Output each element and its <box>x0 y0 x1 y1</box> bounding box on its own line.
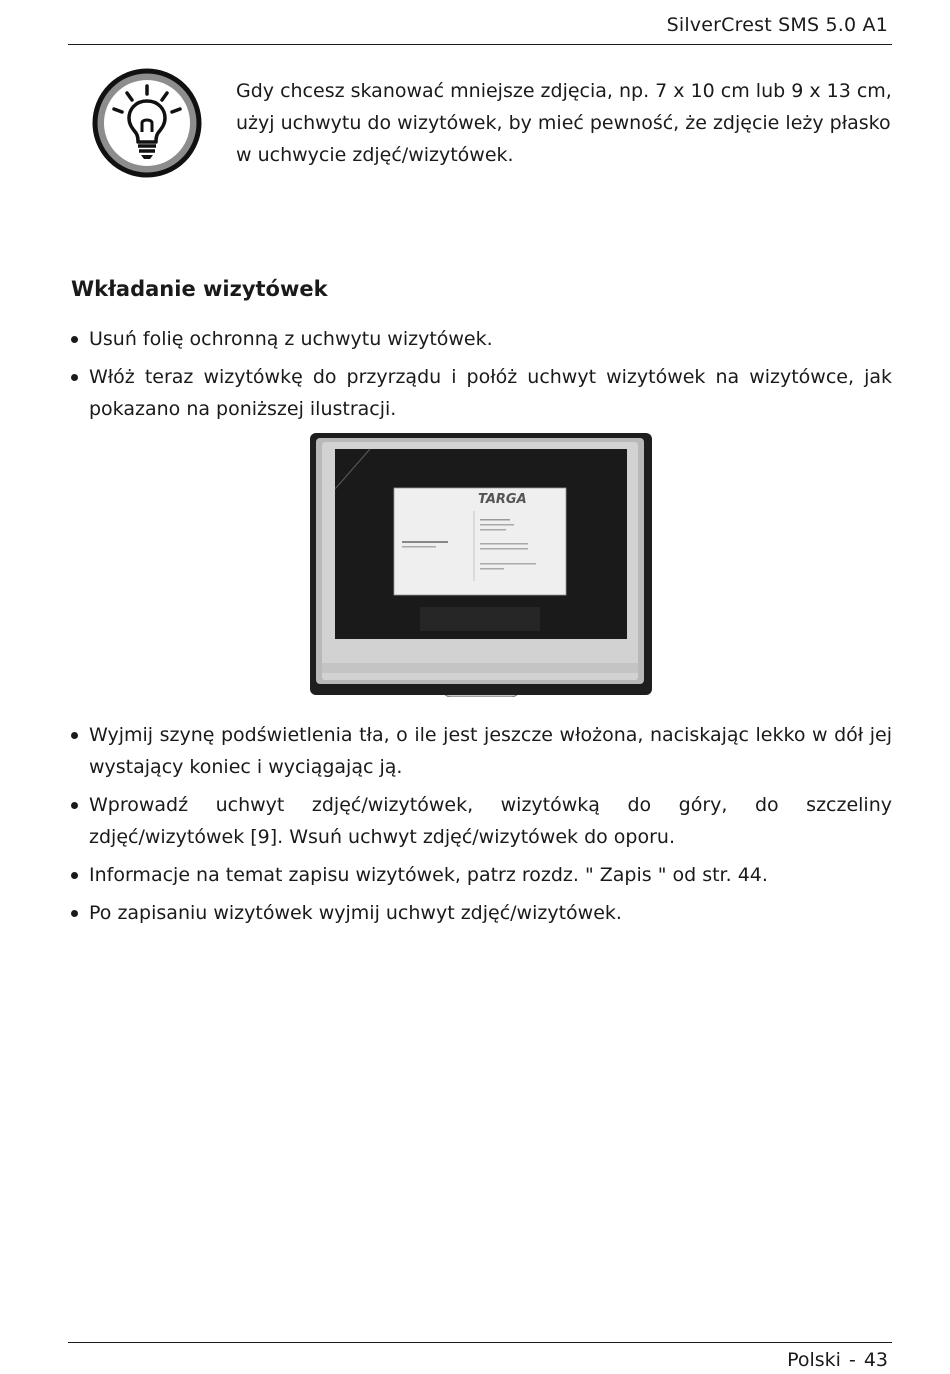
running-header: SilverCrest SMS 5.0 A1 <box>666 14 888 36</box>
bullet-icon <box>71 802 78 809</box>
lightbulb-icon <box>92 68 202 178</box>
steps-list-before-image <box>71 323 892 425</box>
bullet-icon <box>71 336 78 343</box>
bullet-icon <box>71 910 78 917</box>
footer-language: Polski <box>787 1349 841 1371</box>
list-item-text: Usuń folię ochronną z uchwytu wizytówek. <box>89 328 493 350</box>
bullet-icon <box>71 732 78 739</box>
footer-separator: - <box>848 1349 856 1371</box>
footer-divider <box>68 1342 892 1343</box>
header-divider <box>68 44 892 45</box>
list-item <box>71 323 892 355</box>
list-item-text: Po zapisaniu wizytówek wyjmij uchwyt zdjęć/wizytówek. <box>89 902 622 924</box>
list-item-text: Wyjmij szynę podświetlenia tła, o ile jest jeszcze włożona, naciskając lekko w dół jej wystający koniec i wyciągając ją. <box>89 724 892 778</box>
list-item <box>71 859 892 891</box>
bullet-icon <box>71 374 78 381</box>
list-item-text: Informacje na temat zapisu wizytówek, patrz rozdz. " Zapis " od str. 44. <box>89 864 768 886</box>
steps-list-after-image <box>71 719 892 929</box>
card-holder-illustration <box>310 433 652 697</box>
list-item <box>71 897 892 929</box>
bullet-icon <box>71 872 78 879</box>
list-item <box>71 789 892 853</box>
section-heading: Wkładanie wizytówek <box>71 277 328 301</box>
list-item-text: Wprowadź uchwyt zdjęć/wizytówek, wizytówką do góry, do szczeliny zdjęć/wizytówek [9]. Wsuń uchwyt zdjęć/wizytówek do oporu. <box>89 794 892 848</box>
list-item <box>71 361 892 425</box>
page-number: 43 <box>863 1349 888 1371</box>
list-item-text: Włóż teraz wizytówkę do przyrządu i połóż uchwyt wizytówek na wizytówce, jak pokazano na poniższej ilustracji. <box>89 366 892 420</box>
card-logo-text: TARGA <box>478 492 527 507</box>
tip-text: Gdy chcesz skanować mniejsze zdjęcia, np. 7 x 10 cm lub 9 x 13 cm, użyj uchwytu do wizytówek, by mieć pewność, że zdjęcie leży płasko w uchwycie zdjęć/wizytówek. <box>236 80 892 166</box>
list-item <box>71 719 892 783</box>
page-footer <box>787 1349 888 1371</box>
